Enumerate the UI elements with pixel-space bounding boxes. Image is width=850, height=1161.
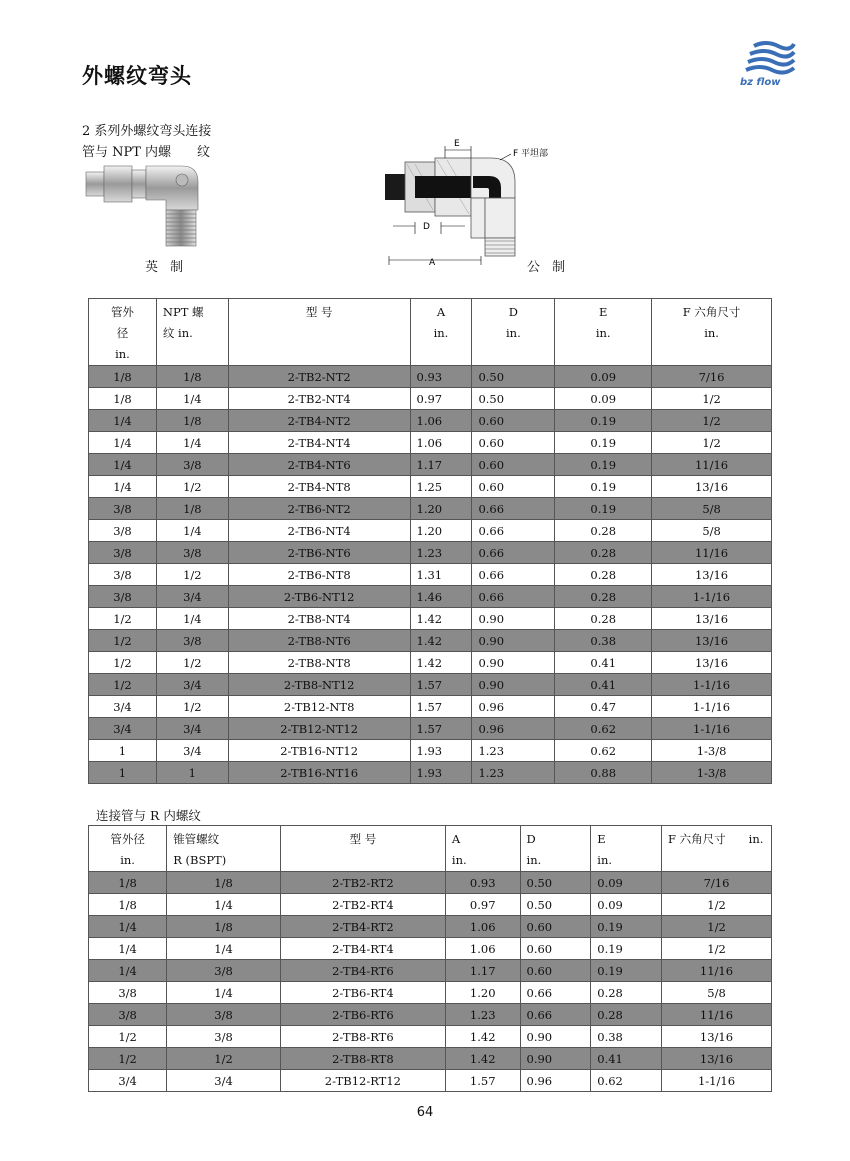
cell-model: 2-TB16-NT12 (228, 740, 410, 762)
cell-e: 0.62 (555, 740, 652, 762)
cell-model: 2-TB6-NT6 (228, 542, 410, 564)
cell-f: 1-1/16 (652, 674, 772, 696)
cell-thread: 1/2 (156, 696, 228, 718)
table-row (89, 916, 772, 938)
cell-model: 2-TB6-NT4 (228, 520, 410, 542)
table-row (89, 520, 772, 542)
col-header-model: 型 号 (228, 299, 410, 366)
diagram-label-f: F 平坦部 (513, 149, 549, 159)
cell-thread: 1/4 (156, 432, 228, 454)
cell-od: 3/8 (89, 982, 167, 1004)
table-row (89, 872, 772, 894)
cell-e: 0.41 (555, 674, 652, 696)
cell-model: 2-TB4-NT2 (228, 410, 410, 432)
col-header-e: E in. (555, 299, 652, 366)
col-header-f: F 六角尺寸 in. (662, 826, 772, 872)
cell-e: 0.19 (555, 476, 652, 498)
table-row (89, 960, 772, 982)
cell-f: 5/8 (652, 520, 772, 542)
cell-od: 1/8 (89, 872, 167, 894)
cell-thread: 3/8 (156, 454, 228, 476)
cell-e: 0.19 (591, 960, 662, 982)
cell-thread: 3/4 (156, 586, 228, 608)
cell-a: 1.42 (445, 1026, 520, 1048)
cell-e: 0.62 (555, 718, 652, 740)
table-row (89, 454, 772, 476)
cell-f: 1/2 (662, 894, 772, 916)
cell-f: 13/16 (652, 608, 772, 630)
page-number: 64 (416, 1105, 434, 1120)
elbow-fitting-photo-icon (82, 160, 207, 250)
cell-a: 0.93 (410, 366, 472, 388)
cell-a: 1.23 (445, 1004, 520, 1026)
cell-thread: 1/4 (156, 388, 228, 410)
subtitle-line-2: 管与 NPT 内螺 纹 (82, 145, 211, 160)
cell-model: 2-TB6-RT6 (280, 1004, 445, 1026)
cell-f: 5/8 (662, 982, 772, 1004)
table-row (89, 476, 772, 498)
cell-od: 1/2 (89, 1048, 167, 1070)
cell-d: 0.66 (472, 542, 555, 564)
cell-d: 0.66 (472, 586, 555, 608)
cell-model: 2-TB8-RT6 (280, 1026, 445, 1048)
cell-od: 3/8 (89, 498, 157, 520)
cell-f: 7/16 (662, 872, 772, 894)
cell-model: 2-TB12-RT12 (280, 1070, 445, 1092)
cell-a: 1.42 (410, 608, 472, 630)
cell-f: 11/16 (662, 960, 772, 982)
col-header-thread: 锥管螺纹 R (BSPT) (167, 826, 281, 872)
col-header-thread: NPT 螺 纹 in. (156, 299, 228, 366)
cell-thread: 1 (156, 762, 228, 784)
cell-od: 3/8 (89, 520, 157, 542)
cell-model: 2-TB4-RT2 (280, 916, 445, 938)
cell-model: 2-TB4-NT6 (228, 454, 410, 476)
cell-e: 0.28 (555, 542, 652, 564)
cell-f: 1/2 (662, 916, 772, 938)
table-row (89, 410, 772, 432)
caption-imperial: 英 制 (145, 260, 188, 275)
cell-thread: 3/4 (156, 740, 228, 762)
cell-e: 0.41 (555, 652, 652, 674)
cell-model: 2-TB6-NT8 (228, 564, 410, 586)
cell-model: 2-TB8-NT8 (228, 652, 410, 674)
diagram-label-e: E (454, 139, 460, 149)
cell-e: 0.28 (591, 1004, 662, 1026)
cell-thread: 1/8 (167, 916, 281, 938)
table-row (89, 894, 772, 916)
cell-model: 2-TB6-RT4 (280, 982, 445, 1004)
table-row (89, 718, 772, 740)
cell-d: 0.50 (520, 894, 591, 916)
cell-a: 1.42 (410, 652, 472, 674)
cell-d: 0.96 (472, 696, 555, 718)
cell-thread: 3/8 (156, 630, 228, 652)
table-row (89, 1026, 772, 1048)
cell-thread: 1/4 (167, 938, 281, 960)
dimension-diagram-icon (385, 138, 585, 268)
cell-d: 0.60 (472, 410, 555, 432)
cell-thread: 1/2 (156, 652, 228, 674)
cell-e: 0.09 (555, 388, 652, 410)
cell-model: 2-TB4-RT6 (280, 960, 445, 982)
cell-d: 0.66 (520, 1004, 591, 1026)
table-header-row (89, 826, 772, 872)
cell-a: 1.93 (410, 740, 472, 762)
col-header-a: A in. (410, 299, 472, 366)
cell-a: 1.20 (445, 982, 520, 1004)
cell-e: 0.19 (555, 454, 652, 476)
cell-d: 0.50 (520, 872, 591, 894)
cell-e: 0.28 (555, 608, 652, 630)
col-header-d: D in. (520, 826, 591, 872)
cell-model: 2-TB12-NT12 (228, 718, 410, 740)
cell-thread: 1/4 (167, 894, 281, 916)
cell-a: 1.06 (445, 938, 520, 960)
cell-d: 0.90 (472, 652, 555, 674)
table-row (89, 740, 772, 762)
table-row (89, 498, 772, 520)
cell-d: 0.50 (472, 388, 555, 410)
cell-a: 1.57 (410, 718, 472, 740)
cell-d: 0.60 (520, 960, 591, 982)
cell-a: 1.20 (410, 520, 472, 542)
cell-d: 0.90 (472, 674, 555, 696)
cell-d: 0.96 (520, 1070, 591, 1092)
col-header-d: D in. (472, 299, 555, 366)
cell-model: 2-TB4-NT8 (228, 476, 410, 498)
cell-e: 0.09 (591, 872, 662, 894)
cell-d: 1.23 (472, 740, 555, 762)
cell-thread: 3/8 (167, 1004, 281, 1026)
cell-thread: 1/8 (167, 872, 281, 894)
cell-e: 0.38 (591, 1026, 662, 1048)
cell-e: 0.62 (591, 1070, 662, 1092)
cell-f: 13/16 (652, 564, 772, 586)
table-row (89, 608, 772, 630)
cell-a: 1.42 (445, 1048, 520, 1070)
cell-model: 2-TB4-NT4 (228, 432, 410, 454)
cell-thread: 3/8 (156, 542, 228, 564)
cell-od: 1/2 (89, 674, 157, 696)
cell-model: 2-TB16-NT16 (228, 762, 410, 784)
cell-thread: 1/4 (167, 982, 281, 1004)
cell-f: 13/16 (652, 476, 772, 498)
table-row (89, 674, 772, 696)
col-header-f: F 六角尺寸 in. (652, 299, 772, 366)
table-row (89, 586, 772, 608)
cell-e: 0.88 (555, 762, 652, 784)
cell-f: 5/8 (652, 498, 772, 520)
cell-od: 1/4 (89, 476, 157, 498)
cell-e: 0.28 (555, 586, 652, 608)
table-row (89, 630, 772, 652)
cell-thread: 3/4 (156, 718, 228, 740)
cell-f: 1-1/16 (652, 718, 772, 740)
cell-model: 2-TB12-NT8 (228, 696, 410, 718)
cell-e: 0.28 (591, 982, 662, 1004)
cell-thread: 3/4 (167, 1070, 281, 1092)
cell-f: 1/2 (652, 432, 772, 454)
cell-e: 0.19 (555, 410, 652, 432)
cell-e: 0.38 (555, 630, 652, 652)
cell-d: 0.66 (472, 564, 555, 586)
cell-d: 0.60 (472, 432, 555, 454)
cell-od: 1 (89, 762, 157, 784)
subtitle-line-1: 2 系列外螺纹弯头连接 (82, 124, 212, 139)
cell-thread: 1/2 (156, 564, 228, 586)
cell-d: 0.66 (472, 520, 555, 542)
col-header-a: A in. (445, 826, 520, 872)
table-row (89, 652, 772, 674)
cell-f: 13/16 (662, 1048, 772, 1070)
cell-e: 0.09 (555, 366, 652, 388)
cell-a: 1.06 (445, 916, 520, 938)
cell-e: 0.09 (591, 894, 662, 916)
cell-e: 0.19 (555, 498, 652, 520)
cell-a: 0.97 (445, 894, 520, 916)
cell-od: 1/8 (89, 388, 157, 410)
cell-model: 2-TB2-RT4 (280, 894, 445, 916)
cell-od: 1/8 (89, 366, 157, 388)
cell-d: 0.66 (472, 498, 555, 520)
cell-f: 11/16 (652, 454, 772, 476)
cell-od: 1/2 (89, 608, 157, 630)
cell-od: 1/2 (89, 630, 157, 652)
cell-a: 1.46 (410, 586, 472, 608)
col-header-e: E in. (591, 826, 662, 872)
cell-e: 0.19 (555, 432, 652, 454)
cell-f: 11/16 (652, 542, 772, 564)
cell-od: 1/8 (89, 894, 167, 916)
cell-model: 2-TB2-NT4 (228, 388, 410, 410)
cell-thread: 1/8 (156, 498, 228, 520)
cell-e: 0.19 (591, 938, 662, 960)
cell-thread: 1/2 (156, 476, 228, 498)
npt-spec-table (88, 298, 772, 784)
table-row (89, 366, 772, 388)
cell-a: 1.93 (410, 762, 472, 784)
cell-od: 3/4 (89, 696, 157, 718)
cell-a: 1.57 (410, 674, 472, 696)
cell-e: 0.41 (591, 1048, 662, 1070)
cell-f: 1-1/16 (652, 586, 772, 608)
cell-model: 2-TB8-NT6 (228, 630, 410, 652)
cell-thread: 3/8 (167, 1026, 281, 1048)
table-row (89, 1070, 772, 1092)
cell-model: 2-TB2-RT2 (280, 872, 445, 894)
cell-thread: 3/8 (167, 960, 281, 982)
cell-f: 1-1/16 (662, 1070, 772, 1092)
cell-f: 11/16 (662, 1004, 772, 1026)
cell-thread: 1/4 (156, 608, 228, 630)
cell-d: 0.60 (520, 938, 591, 960)
cell-a: 0.93 (445, 872, 520, 894)
cell-e: 0.28 (555, 564, 652, 586)
bz-flow-logo (740, 40, 796, 90)
cell-a: 1.42 (410, 630, 472, 652)
cell-od: 1/4 (89, 938, 167, 960)
table-row (89, 432, 772, 454)
cell-od: 3/4 (89, 1070, 167, 1092)
cell-a: 1.25 (410, 476, 472, 498)
cell-a: 1.20 (410, 498, 472, 520)
cell-f: 1-3/8 (652, 762, 772, 784)
table-row (89, 762, 772, 784)
cell-thread: 1/8 (156, 410, 228, 432)
cell-d: 0.60 (472, 476, 555, 498)
caption-metric: 公 制 (527, 260, 570, 275)
cell-model: 2-TB8-NT4 (228, 608, 410, 630)
cell-od: 3/8 (89, 586, 157, 608)
cell-od: 1/2 (89, 1026, 167, 1048)
cell-a: 1.31 (410, 564, 472, 586)
cell-f: 13/16 (652, 652, 772, 674)
table-row (89, 1048, 772, 1070)
cell-d: 0.66 (520, 982, 591, 1004)
logo-text: bz flow (740, 77, 781, 88)
cell-model: 2-TB2-NT2 (228, 366, 410, 388)
cell-a: 1.57 (445, 1070, 520, 1092)
cell-f: 1-1/16 (652, 696, 772, 718)
cell-a: 1.17 (445, 960, 520, 982)
cell-d: 0.90 (520, 1026, 591, 1048)
cell-f: 1/2 (652, 410, 772, 432)
bspt-spec-table (88, 825, 772, 1092)
cell-f: 13/16 (652, 630, 772, 652)
table-row (89, 696, 772, 718)
cell-thread: 1/4 (156, 520, 228, 542)
col-header-model: 型 号 (280, 826, 445, 872)
col-header-od: 管外径 in. (89, 826, 167, 872)
cell-od: 1/2 (89, 652, 157, 674)
diagram-label-d: D (423, 222, 430, 232)
cell-a: 0.97 (410, 388, 472, 410)
cell-a: 1.57 (410, 696, 472, 718)
cell-thread: 1/8 (156, 366, 228, 388)
cell-d: 0.90 (520, 1048, 591, 1070)
cell-d: 0.96 (472, 718, 555, 740)
cell-od: 3/8 (89, 542, 157, 564)
cell-od: 3/8 (89, 1004, 167, 1026)
cell-model: 2-TB4-RT4 (280, 938, 445, 960)
table-row (89, 982, 772, 1004)
cell-e: 0.19 (591, 916, 662, 938)
cell-od: 1/4 (89, 410, 157, 432)
cell-f: 13/16 (662, 1026, 772, 1048)
wave-logo-icon (740, 40, 796, 78)
diagram-label-a: A (429, 258, 436, 268)
cell-f: 7/16 (652, 366, 772, 388)
cell-od: 3/4 (89, 718, 157, 740)
cell-model: 2-TB8-NT12 (228, 674, 410, 696)
cell-d: 0.50 (472, 366, 555, 388)
cell-d: 0.60 (472, 454, 555, 476)
page-title: 外螺纹弯头 (82, 64, 192, 88)
table-header-row (89, 299, 772, 366)
table2-label: 连接管与 R 内螺纹 (96, 808, 201, 823)
cell-od: 1/4 (89, 960, 167, 982)
cell-d: 0.60 (520, 916, 591, 938)
cell-d: 1.23 (472, 762, 555, 784)
cell-model: 2-TB8-RT8 (280, 1048, 445, 1070)
col-header-od: 管外 径 in. (89, 299, 157, 366)
cell-model: 2-TB6-NT12 (228, 586, 410, 608)
cell-e: 0.47 (555, 696, 652, 718)
cell-f: 1-3/8 (652, 740, 772, 762)
cell-a: 1.23 (410, 542, 472, 564)
cell-model: 2-TB6-NT2 (228, 498, 410, 520)
cell-od: 1/4 (89, 916, 167, 938)
cell-e: 0.28 (555, 520, 652, 542)
cell-d: 0.90 (472, 608, 555, 630)
cell-d: 0.90 (472, 630, 555, 652)
cell-f: 1/2 (652, 388, 772, 410)
table-row (89, 564, 772, 586)
cell-a: 1.06 (410, 432, 472, 454)
cell-od: 1/4 (89, 454, 157, 476)
cell-thread: 1/2 (167, 1048, 281, 1070)
table-row (89, 938, 772, 960)
cell-a: 1.17 (410, 454, 472, 476)
cell-od: 1/4 (89, 432, 157, 454)
cell-a: 1.06 (410, 410, 472, 432)
cell-od: 3/8 (89, 564, 157, 586)
table-row (89, 388, 772, 410)
cell-f: 1/2 (662, 938, 772, 960)
table-row (89, 1004, 772, 1026)
cell-thread: 3/4 (156, 674, 228, 696)
table-row (89, 542, 772, 564)
cell-od: 1 (89, 740, 157, 762)
